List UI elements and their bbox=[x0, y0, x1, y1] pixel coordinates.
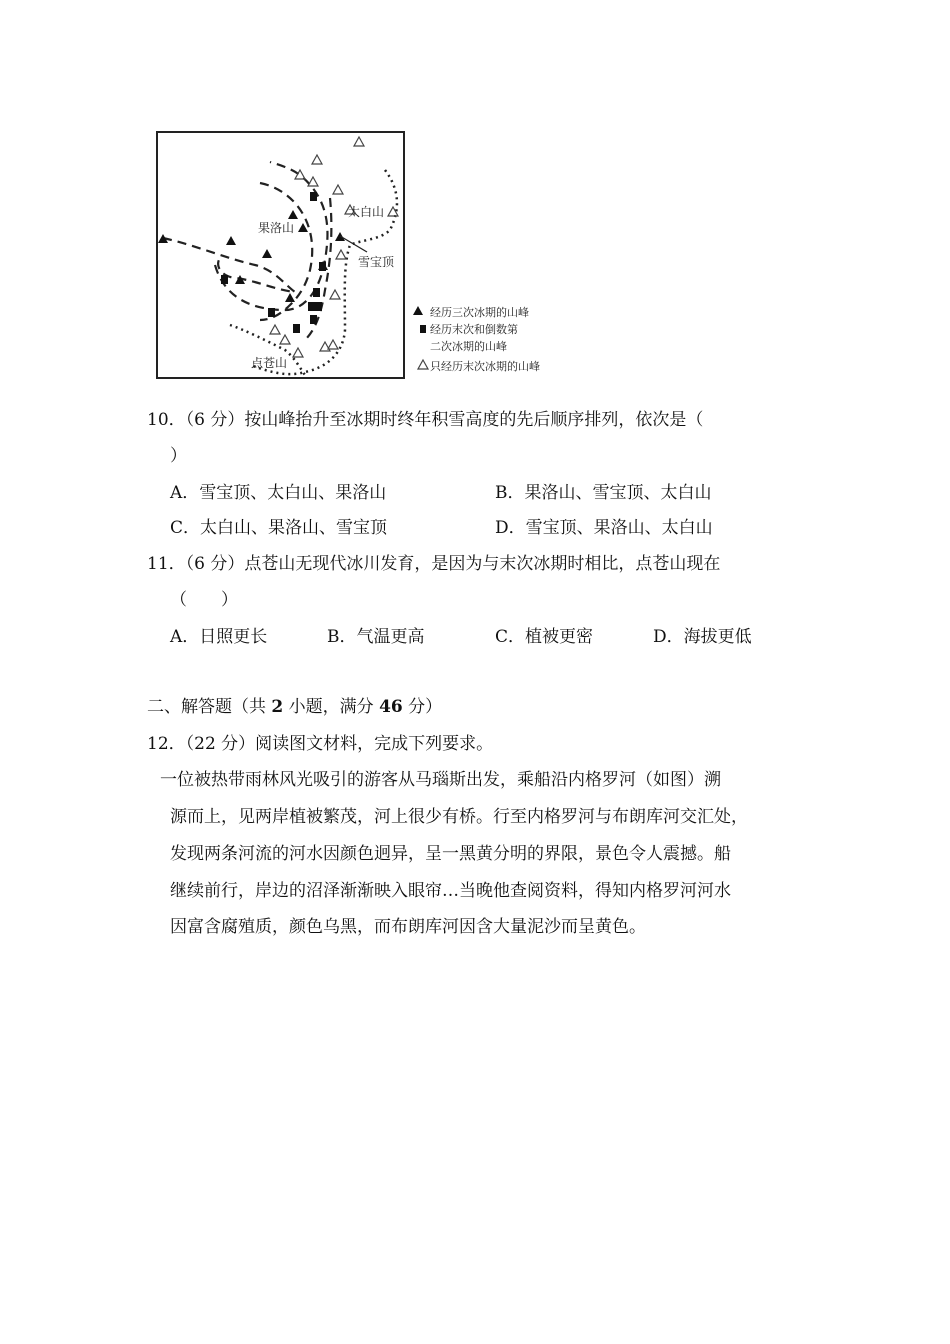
q12-para-line: 继续前行，岸边的沼泽渐渐映入眼帘…当晚他查阅资料，得知内格罗河河水 bbox=[170, 881, 731, 901]
peak-filled-square bbox=[310, 315, 317, 324]
label-diancang: 点苍山 bbox=[251, 356, 288, 370]
peak-filled-square bbox=[310, 192, 317, 201]
q12-text: （22 分）阅读图文材料，完成下列要求。 bbox=[185, 734, 494, 754]
glacier-map bbox=[155, 130, 585, 380]
peak-filled-square bbox=[268, 308, 275, 317]
section-2-count: 2 bbox=[271, 697, 284, 717]
q11-option-a[interactable]: A．日照更长 bbox=[170, 627, 268, 647]
q11-option-c[interactable]: C．植被更密 bbox=[495, 627, 594, 647]
q10-option-d[interactable]: D．雪宝顶、果洛山、太白山 bbox=[495, 518, 713, 538]
q11-option-b[interactable]: B．气温更高 bbox=[327, 627, 425, 647]
q12-stem bbox=[147, 732, 493, 756]
q10-stem bbox=[147, 408, 703, 432]
legend-item-2b: 二次冰期的山峰 bbox=[430, 340, 507, 353]
legend-item-3: 只经历末次冰期的山峰 bbox=[430, 360, 540, 373]
legend-filled-triangle-icon bbox=[413, 306, 423, 315]
legend-hollow-triangle-icon bbox=[418, 360, 428, 369]
peak-filled-square bbox=[315, 302, 322, 311]
legend-filled-square-icon bbox=[420, 325, 426, 333]
peak-filled-square bbox=[293, 324, 300, 333]
q10-option-c[interactable]: C．太白山、果洛山、雪宝顶 bbox=[170, 518, 388, 538]
legend-item-1: 经历三次冰期的山峰 bbox=[430, 306, 529, 319]
label-xuebao: 雪宝顶 bbox=[358, 255, 395, 269]
q10-number: 10． bbox=[147, 410, 186, 430]
peak-filled-square bbox=[313, 288, 320, 297]
q10-option-a[interactable]: A．雪宝顶、太白山、果洛山 bbox=[170, 483, 387, 503]
q12-para-line: 一位被热带雨林风光吸引的游客从马瑙斯出发，乘船沿内格罗河（如图）溯 bbox=[160, 770, 721, 790]
q10-stem-cont: ） bbox=[170, 446, 187, 466]
legend-item-2a: 经历末次和倒数第 bbox=[430, 323, 518, 336]
q11-stem-cont: （ ） bbox=[170, 590, 238, 610]
q12-para-line: 发现两条河流的河水因颜色迥异，呈一黑黄分明的界限，景色令人震撼。船 bbox=[170, 844, 731, 864]
q11-stem bbox=[147, 552, 720, 576]
section-2-prefix: 二、解答题（共 bbox=[147, 697, 272, 717]
q12-para-line: 因富含腐殖质，颜色乌黑，而布朗库河因含大量泥沙而呈黄色。 bbox=[170, 917, 646, 937]
q12-para-line: 源而上，见两岸植被繁茂，河上很少有桥。行至内格罗河与布朗库河交汇处， bbox=[170, 807, 748, 827]
q10-text: （6 分）按山峰抬升至冰期时终年积雪高度的先后顺序排列，依次是（ bbox=[185, 410, 704, 430]
glacier-map-figure bbox=[155, 130, 585, 380]
q11-number: 11． bbox=[147, 554, 186, 574]
peak-filled-square bbox=[319, 262, 326, 271]
peak-filled-square bbox=[221, 275, 228, 284]
label-guoluo: 果洛山 bbox=[258, 221, 295, 235]
section-2-score: 46 bbox=[379, 697, 403, 717]
q12-number: 12． bbox=[147, 734, 186, 754]
q11-option-d[interactable]: D．海拔更低 bbox=[653, 627, 752, 647]
label-taibai: 太白山 bbox=[348, 205, 385, 219]
peak-filled-square bbox=[308, 302, 315, 311]
section-2-suffix: 分） bbox=[402, 697, 443, 717]
q11-text: （6 分）点苍山无现代冰川发育，是因为与末次冰期时相比，点苍山现在 bbox=[185, 554, 721, 574]
q10-option-b[interactable]: B．果洛山、雪宝顶、太白山 bbox=[495, 483, 712, 503]
section-2-heading bbox=[147, 695, 442, 719]
section-2-middle: 小题，满分 bbox=[283, 697, 380, 717]
